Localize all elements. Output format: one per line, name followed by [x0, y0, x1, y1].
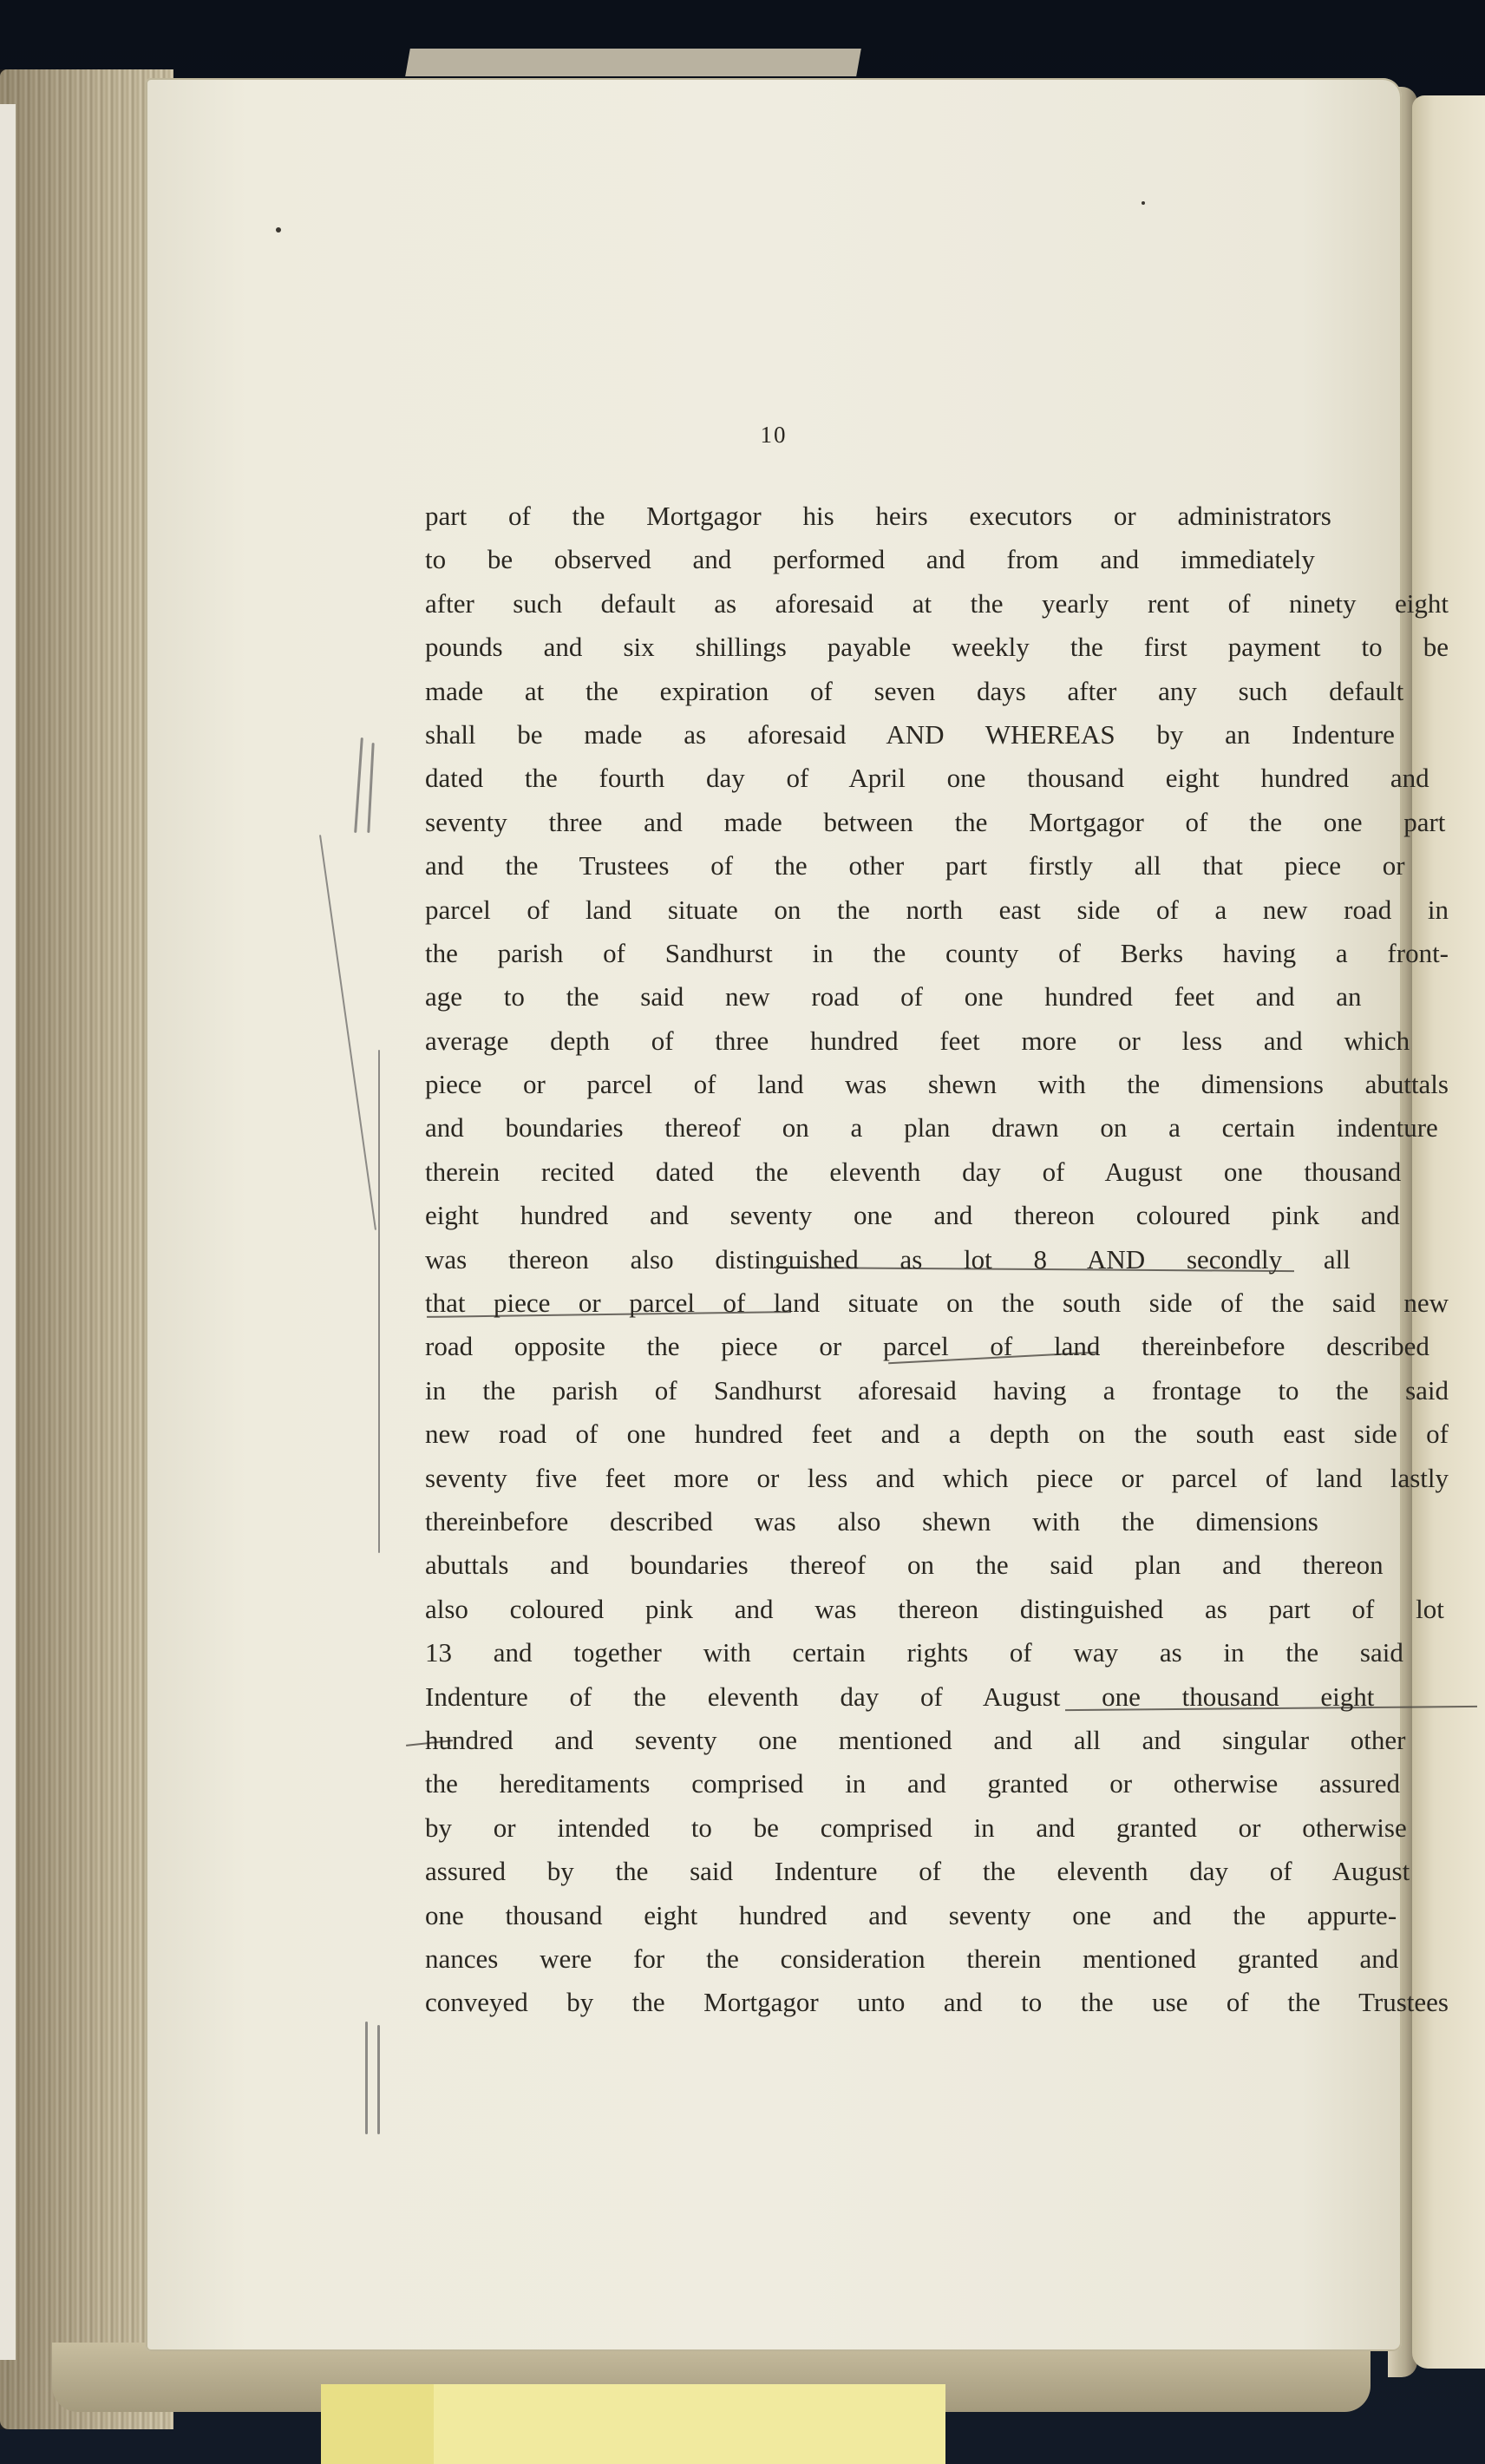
- text-line: new road of one hundred feet and a depth on the south east side of: [425, 1419, 1449, 1450]
- text-line: to be observed and performed and from and immediately: [425, 544, 1315, 575]
- text-line: dated the fourth day of April one thousand eight hundred and: [425, 763, 1429, 794]
- pencil-mark: [367, 743, 374, 833]
- text-line: assured by the said Indenture of the eleventh day of August: [425, 1856, 1410, 1887]
- pencil-line: [378, 1050, 380, 1553]
- text-line: the hereditaments comprised in and granted or otherwise assured: [425, 1768, 1401, 1799]
- text-line: hundred and seventy one mentioned and all and singular other: [425, 1724, 1406, 1755]
- text-line: part of the Mortgagor his heirs executors or administrators: [425, 501, 1331, 531]
- text-line: one thousand eight hundred and seventy one and the appurte-: [425, 1899, 1397, 1930]
- text-line: by or intended to be comprised in and granted or otherwise: [425, 1812, 1407, 1843]
- text-line: shall be made as aforesaid AND WHEREAS by an Indenture: [425, 718, 1395, 750]
- text-line: in the parish of Sandhurst aforesaid having a frontage to the said: [425, 1374, 1449, 1406]
- document-page: [146, 78, 1449, 2351]
- text-line: 13 and together with certain rights of way as in the said: [425, 1637, 1403, 1668]
- text-line: the parish of Sandhurst in the county of Berks having a front-: [425, 937, 1449, 968]
- text-line: average depth of three hundred feet more or less and which: [425, 1025, 1410, 1056]
- text-line: after such default as aforesaid at the yearly rent of ninety eight: [425, 587, 1449, 619]
- text-line: road opposite the piece or parcel of land thereinbefore described: [425, 1331, 1429, 1362]
- text-line: conveyed by the Mortgagor unto and to the use of the Trustees: [425, 1987, 1449, 2018]
- text-line: seventy three and made between the Mortgagor of the one part: [425, 806, 1446, 837]
- text-line: that piece or parcel of land situate on the south side of the said new: [425, 1288, 1449, 1319]
- text-line: seventy five feet more or less and which piece or parcel of land lastly: [425, 1462, 1449, 1493]
- text-line: piece or parcel of land was shewn with the dimensions abuttals: [425, 1069, 1449, 1100]
- text-line: made at the expiration of seven days after any such default: [425, 675, 1404, 706]
- text-line: therein recited dated the eleventh day of August one thousand: [425, 1156, 1402, 1187]
- text-line: was thereon also distinguished as lot 8 AND secondly all: [425, 1243, 1351, 1275]
- text-line: abuttals and boundaries thereof on the said plan and thereon: [425, 1550, 1384, 1581]
- text-line: pounds and six shillings payable weekly the first payment to be: [425, 632, 1449, 663]
- yellow-paper-slip-shade: [321, 2384, 434, 2464]
- text-line: Indenture of the eleventh day of August one thousand eight: [425, 1681, 1375, 1712]
- pencil-mark: [377, 2025, 380, 2134]
- paper-speck: [1142, 201, 1145, 205]
- body-text: [425, 495, 1449, 2025]
- page-number: 10: [760, 422, 788, 448]
- text-line: and boundaries thereof on a plan drawn on a certain indenture: [425, 1112, 1438, 1144]
- pencil-mark: [365, 2022, 368, 2134]
- text-line: thereinbefore described was also shewn with the dimensions: [425, 1505, 1318, 1537]
- text-line: age to the said new road of one hundred feet and an: [425, 981, 1362, 1012]
- paper-speck: [276, 227, 281, 233]
- pencil-mark: [354, 737, 363, 833]
- top-paper-tab: [405, 49, 861, 76]
- pencil-line: [319, 835, 376, 1230]
- text-line: eight hundred and seventy one and thereon coloured pink and: [425, 1200, 1400, 1231]
- text-line: also coloured pink and was thereon distinguished as part of lot: [425, 1593, 1444, 1624]
- left-margin-strip: [0, 104, 16, 2360]
- text-line: nances were for the consideration therein mentioned granted and: [425, 1943, 1399, 1974]
- text-line: parcel of land situate on the north east side of a new road in: [425, 894, 1449, 925]
- text-line: and the Trustees of the other part firstly all that piece or: [425, 850, 1405, 881]
